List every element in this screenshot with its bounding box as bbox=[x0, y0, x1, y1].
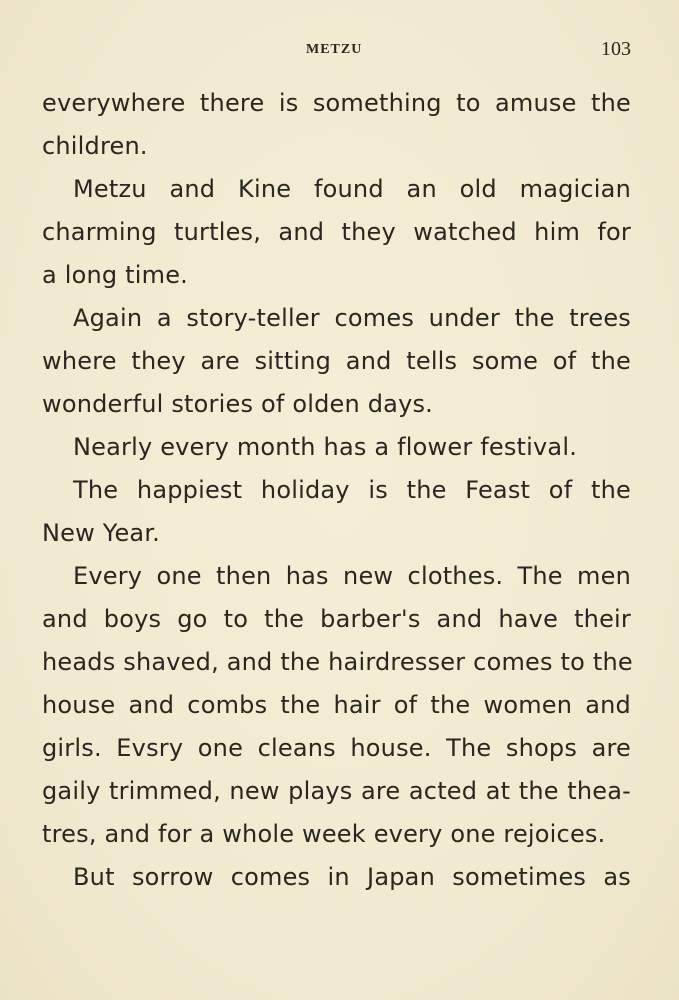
text-line: everywhere there is something to amuse the bbox=[42, 89, 631, 117]
text-line: But sorrow comes in Japan sometimes as bbox=[73, 863, 631, 891]
running-head bbox=[0, 36, 679, 66]
text-line: Again a story-teller comes under the trees bbox=[73, 304, 631, 332]
text-line: house and combs the hair of the women and bbox=[42, 691, 631, 719]
text-line: Nearly every month has a flower festival. bbox=[73, 433, 578, 461]
page-number: 103 bbox=[601, 38, 631, 60]
text-line: charming turtles, and they watched him for bbox=[42, 218, 631, 246]
text-line: New Year. bbox=[42, 519, 161, 547]
text-line: Metzu and Kine found an old magician bbox=[73, 175, 631, 203]
text-line: girls. Evsry one cleans house. The shops are bbox=[42, 734, 631, 762]
text-line: Every one then has new clothes. The men bbox=[73, 562, 631, 590]
body-text bbox=[42, 82, 631, 899]
text-line: heads shaved, and the hairdresser comes to the bbox=[42, 648, 633, 676]
text-line: gaily trimmed, new plays are acted at the thea- bbox=[42, 777, 631, 805]
chapter-title: METZU bbox=[306, 42, 363, 57]
text-line: wonderful stories of olden days. bbox=[42, 390, 434, 418]
text-line: children. bbox=[42, 132, 148, 160]
text-line: The happiest holiday is the Feast of the bbox=[73, 476, 631, 504]
text-line: a long time. bbox=[42, 261, 189, 289]
text-line: tres, and for a whole week every one rejoices. bbox=[42, 820, 606, 848]
text-line: where they are sitting and tells some of the bbox=[42, 347, 631, 375]
text-line: and boys go to the barber's and have their bbox=[42, 605, 631, 633]
